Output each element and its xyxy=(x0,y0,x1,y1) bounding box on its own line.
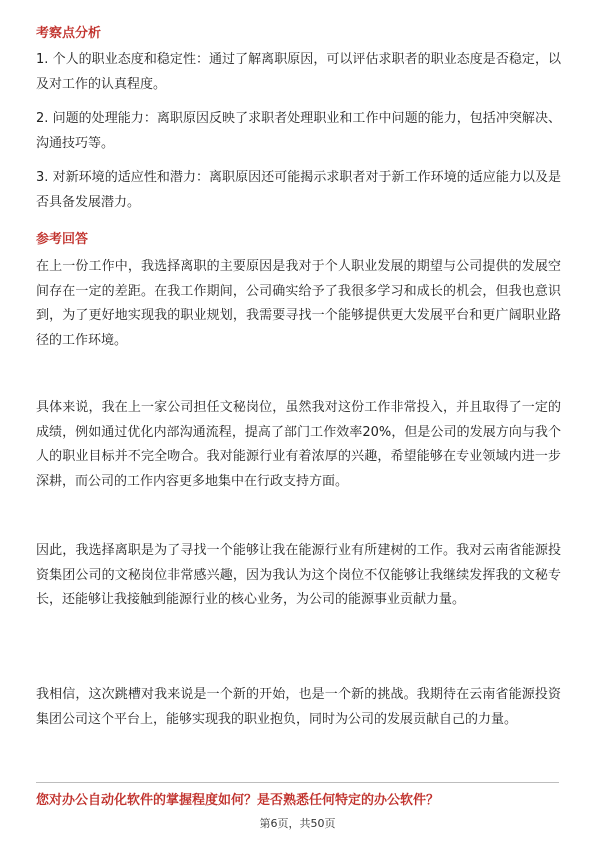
page-number: 第6页，共50页 xyxy=(259,817,336,830)
analysis-point-1: 1. 个人的职业态度和稳定性：通过了解离职原因，可以评估求职者的职业态度是否稳定，以及对工作的认真程度。 xyxy=(36,52,561,92)
analysis-point-3: 3. 对新环境的适应性和潜力：离职原因还可能揭示求职者对于新工作环境的适应能力以及是否具备发展潜力。 xyxy=(36,170,561,210)
analysis-point-2: 2. 问题的处理能力：离职原因反映了求职者处理职业和工作中问题的能力，包括冲突解决、沟通技巧等。 xyxy=(36,111,561,151)
answer-paragraph-4: 我相信，这次跳槽对我来说是一个新的开始，也是一个新的挑战。我期待在云南省能源投资集团公司这个平台上，能够实现我的职业抱负，同时为公司的发展贡献自己的力量。 xyxy=(36,687,561,727)
section-divider xyxy=(36,782,559,783)
answer-heading: 参考回答 xyxy=(36,232,89,247)
answer-paragraph-3: 因此，我选择离职是为了寻找一个能够让我在能源行业有所建树的工作。我对云南省能源投资集团公司的文秘岗位非常感兴趣，因为我认为这个岗位不仅能够让我继续发挥我的文秘专长，还能够让我接触到能源行业的核心业务，为公司的能源事业贡献力量。 xyxy=(36,543,561,607)
answer-paragraph-1: 在上一份工作中，我选择离职的主要原因是我对于个人职业发展的期望与公司提供的发展空间存在一定的差距。在我工作期间，公司确实给予了我很多学习和成长的机会，但我也意识到，为了更好地实现我的职业规划，我需要寻找一个能够提供更大发展平台和更广阔职业路径的工作环境。 xyxy=(36,259,561,348)
analysis-heading: 考察点分析 xyxy=(36,26,102,41)
next-question: 您对办公自动化软件的掌握程度如何？是否熟悉任何特定的办公软件？ xyxy=(36,793,440,808)
answer-paragraph-2: 具体来说，我在上一家公司担任文秘岗位，虽然我对这份工作非常投入，并且取得了一定的成绩，例如通过优化内部沟通流程，提高了部门工作效率20%，但是公司的发展方向与我个人的职业目标并不完全吻合。我对能源行业有着浓厚的兴趣，希望能够在专业领域内进一步深耕，而公司的工作内容更多地集中在行政支持方面。 xyxy=(36,400,561,489)
